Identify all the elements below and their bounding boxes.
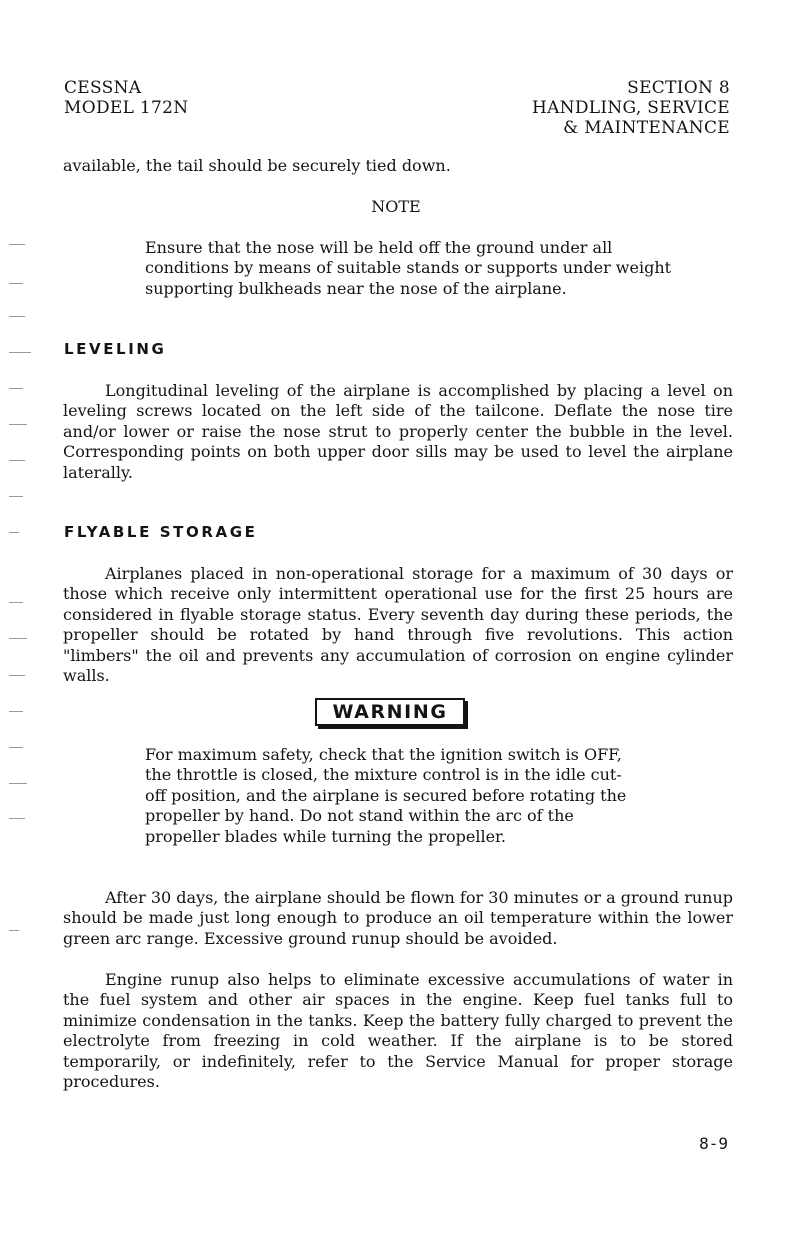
margin-mark: [9, 783, 27, 784]
margin-mark: [9, 424, 27, 425]
margin-mark: [9, 711, 23, 712]
margin-mark: [9, 244, 25, 245]
margin-mark: [9, 460, 25, 461]
margin-mark: [9, 747, 23, 748]
header-left: [64, 78, 188, 118]
flyable-storage-heading: FLYABLE STORAGE: [64, 523, 258, 541]
margin-mark: [9, 638, 27, 639]
margin-mark: [9, 388, 23, 389]
leveling-heading: LEVELING: [64, 340, 167, 358]
margin-mark: [9, 283, 23, 284]
margin-mark: [9, 818, 25, 819]
header-section-title: HANDLING, SERVICE: [531, 98, 730, 118]
margin-mark: [9, 316, 25, 317]
page-number: 8-9: [699, 1134, 728, 1153]
margin-mark: [9, 352, 31, 353]
flyable-storage-paragraph: Airplanes placed in non-operational storage for a maximum of 30 days or those which receive only intermittent operational use for the first 25 hours are considered in flyable storage status. Every seventh day during these periods, the propeller should be rotated by hand through five revolutions. This action "limbers" the oil and prevents any accumulation of corrosion on engine cylinder walls.: [63, 564, 733, 686]
margin-mark: [9, 675, 25, 676]
margin-mark: [9, 602, 23, 603]
header-section-subtitle: & MAINTENANCE: [563, 118, 730, 138]
header-section: SECTION 8: [627, 78, 730, 98]
header-model: MODEL 172N: [64, 98, 189, 118]
header-manufacturer: CESSNA: [64, 78, 142, 98]
margin-mark: [9, 532, 19, 533]
note-title: NOTE: [371, 197, 421, 216]
warning-badge: WARNING: [315, 698, 465, 726]
after-30-days-paragraph: After 30 days, the airplane should be flown for 30 minutes or a ground runup should be made just long enough to produce an oil temperature within the lower green arc range. Excessive ground runup should be avoided.: [63, 888, 733, 948]
margin-mark: [9, 496, 23, 497]
warning-text: For maximum safety, check that the ignition switch is OFF, the throttle is closed, the mixture control is in the idle cut-off position, and the airplane is secured before rotating the propeller by hand. Do not stand within the arc of the propeller blades while turning the propeller.: [145, 745, 627, 846]
header-right: [532, 78, 730, 138]
margin-mark: [9, 930, 19, 931]
engine-runup-paragraph: Engine runup also helps to eliminate excessive accumulations of water in the fuel system and other air spaces in the engine. Keep fuel tanks full to minimize condensation in the tanks. Keep the battery fully charged to prevent the electrolyte from freezing in cold weather. If the airplane is to be stored temporarily, or indefinitely, refer to the Service Manual for proper storage procedures.: [63, 970, 733, 1092]
note-text: Ensure that the nose will be held off the ground under all conditions by means of suitable stands or supports under weight supporting bulkheads near the nose of the airplane.: [145, 238, 672, 298]
leveling-paragraph: Longitudinal leveling of the airplane is accomplished by placing a level on leveling screws located on the left side of the tailcone. Deflate the nose tire and/or lower or raise the nose strut to properly center the bubble in the level. Corresponding points on both upper door sills may be used to level the airplane laterally.: [63, 381, 733, 482]
intro-line: available, the tail should be securely tied down.: [63, 156, 451, 175]
